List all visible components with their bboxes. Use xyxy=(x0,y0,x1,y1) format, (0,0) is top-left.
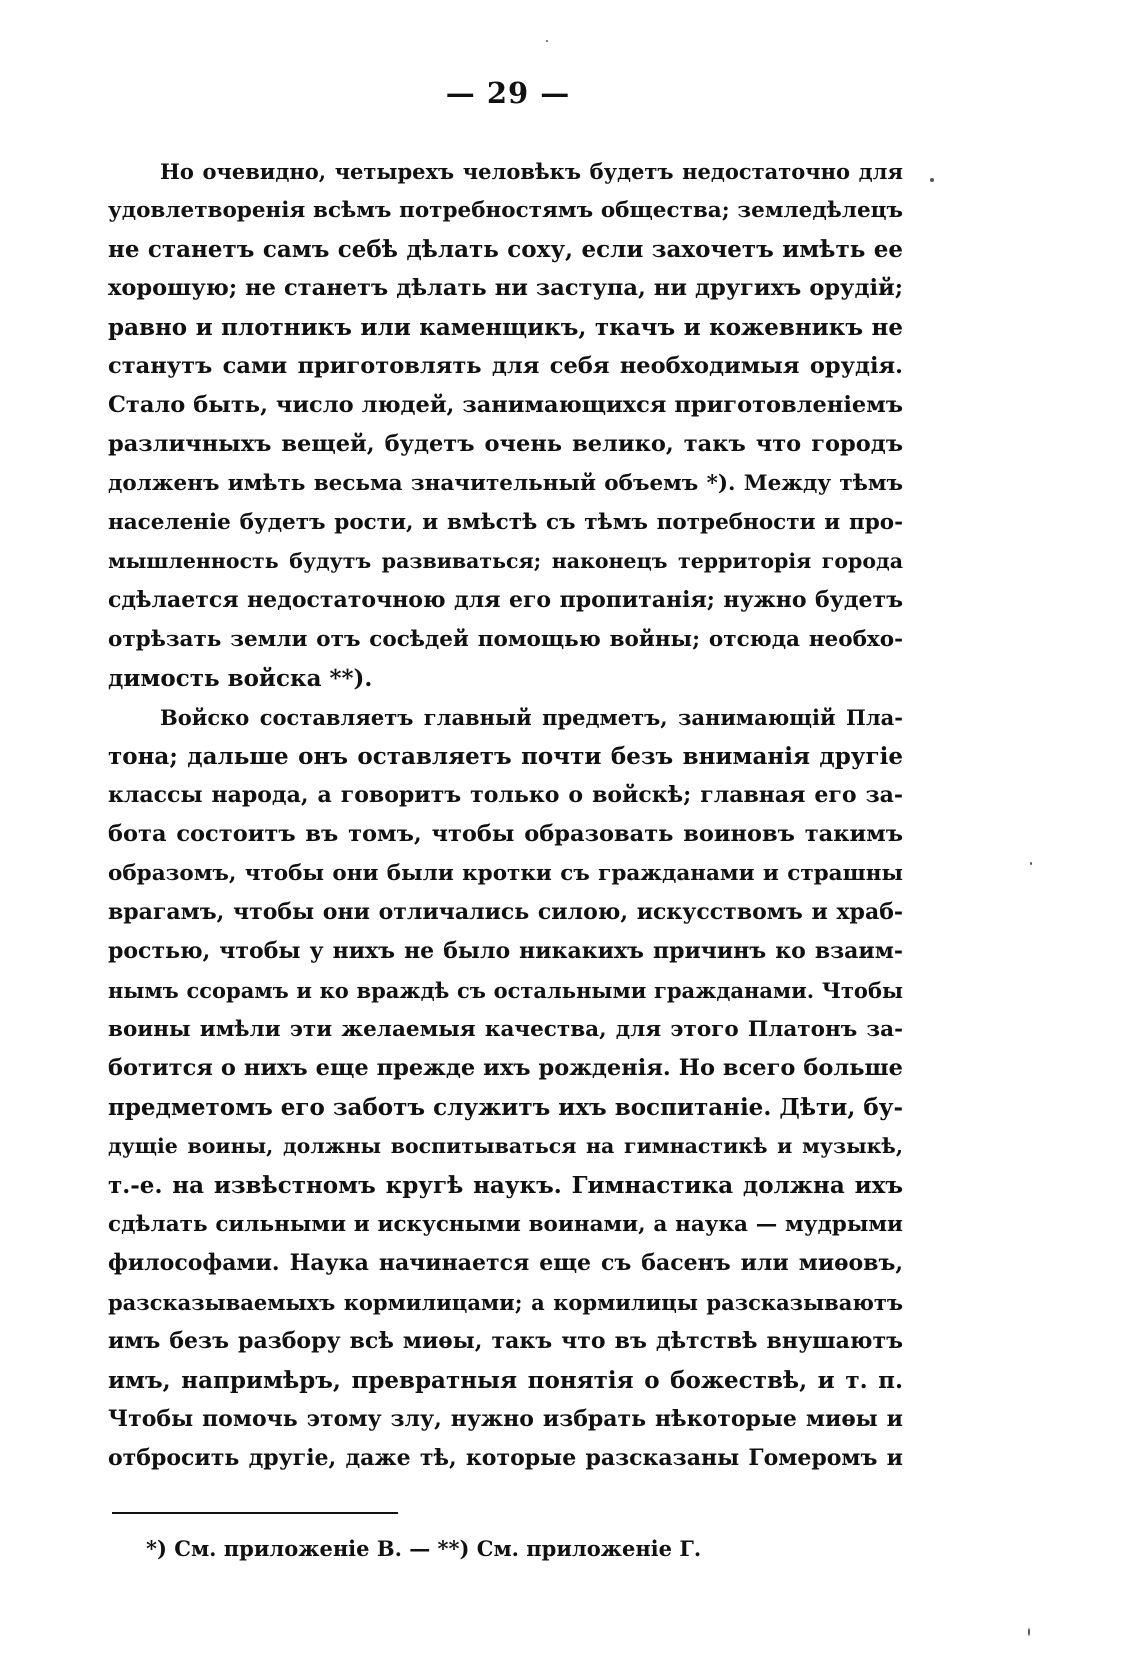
scan-speck xyxy=(546,40,548,42)
text-line: врагамъ, чтобы они отличались силою, искусствомъ и храб- xyxy=(108,899,903,925)
text-line: образомъ, чтобы они были кротки съ гражданами и страшны xyxy=(108,861,903,886)
text-line: тона; дальше онъ оставляетъ почти безъ вниманія другіе xyxy=(108,743,903,770)
text-line: Войско составляетъ главный предметъ, занимающій Пла- xyxy=(160,705,903,730)
text-line: нымъ ссорамъ и ко враждѣ съ остальными гражданами. Чтобы xyxy=(108,978,903,1003)
text-line: предметомъ его заботъ служитъ ихъ воспитаніе. Дѣти, бу- xyxy=(108,1094,903,1121)
text-line: воины имѣли эти желаемыя качества, для этого Платонъ за- xyxy=(108,1017,903,1042)
text-line: мышленность будутъ развиваться; наконецъ территорія города xyxy=(108,549,903,573)
text-line: димость войска **). xyxy=(108,665,373,692)
text-line: имъ безъ разбору всѣ миѳы, такъ что въ дѣтствѣ внушаютъ xyxy=(108,1328,903,1354)
text-line: классы народа, а говоритъ только о войскѣ; главная его за- xyxy=(108,782,903,808)
text-line: разсказываемыхъ кормилицами; а кормилицы разсказываютъ xyxy=(108,1290,903,1315)
text-line: т.-е. на извѣстномъ кругѣ наукъ. Гимнастика должна ихъ xyxy=(108,1172,903,1199)
text-line: населеніе будетъ рости, и вмѣстѣ съ тѣмъ потребности и про- xyxy=(108,510,903,535)
body-text xyxy=(108,152,903,1478)
text-line: станутъ сами приготовлять для себя необходимыя орудія. xyxy=(108,353,903,379)
text-line: различныхъ вещей, будетъ очень велико, такъ что городъ xyxy=(108,431,903,457)
text-line: философами. Наука начинается еще съ басенъ или миѳовъ, xyxy=(108,1250,903,1276)
scan-speck xyxy=(930,178,934,182)
footnote-rule xyxy=(112,1512,398,1514)
text-line: сдѣлать сильными и искусными воинами, а наука — мудрыми xyxy=(108,1212,903,1237)
text-line: ростью, чтобы у нихъ не было никакихъ причинъ ко взаим- xyxy=(108,938,903,964)
text-line: хорошую; не станетъ дѣлать ни заступа, ни другихъ орудій; xyxy=(108,275,903,301)
text-line: долженъ имѣть весьма значительный объемъ *). Между тѣмъ xyxy=(108,471,903,496)
text-line: Но очевидно, четырехъ человѣкъ будетъ недостаточно для xyxy=(160,159,903,184)
text-line: отрѣзать земли отъ сосѣдей помощью войны; отсюда необхо- xyxy=(108,627,903,652)
scan-speck xyxy=(1028,1628,1030,1636)
text-line: не станетъ самъ себѣ дѣлать соху, если захочетъ имѣть ее xyxy=(108,236,903,263)
text-line: равно и плотникъ или каменщикъ, ткачъ и кожевникъ не xyxy=(108,314,903,341)
page-number: — 29 — xyxy=(445,76,571,110)
text-line: ботится о нихъ еще прежде ихъ рожденія. Но всего больше xyxy=(108,1055,903,1081)
text-line: Стало быть, число людей, занимающихся приготовленіемъ xyxy=(108,392,903,418)
text-line: Чтобы помочь этому злу, нужно избрать нѣкоторые миѳы и xyxy=(108,1406,903,1432)
text-line: бота состоитъ въ томъ, чтобы образовать воиновъ такимъ xyxy=(108,821,903,847)
text-line: дущіе воины, должны воспитываться на гимнастикѣ и музыкѣ, xyxy=(108,1134,903,1158)
footnote: *) См. приложеніе В. — **) См. приложеніе Г. xyxy=(146,1536,702,1561)
text-line: сдѣлается недостаточною для его пропитанія; нужно будетъ xyxy=(108,587,903,613)
text-line: отбросить другіе, даже тѣ, которые разсказаны Гомеромъ и xyxy=(108,1445,903,1471)
scan-speck xyxy=(1030,862,1032,865)
text-line: имъ, напримѣръ, превратныя понятія о божествѣ, и т. п. xyxy=(108,1367,903,1394)
text-line: удовлетворенія всѣмъ потребностямъ общества; земледѣлецъ xyxy=(108,198,903,223)
